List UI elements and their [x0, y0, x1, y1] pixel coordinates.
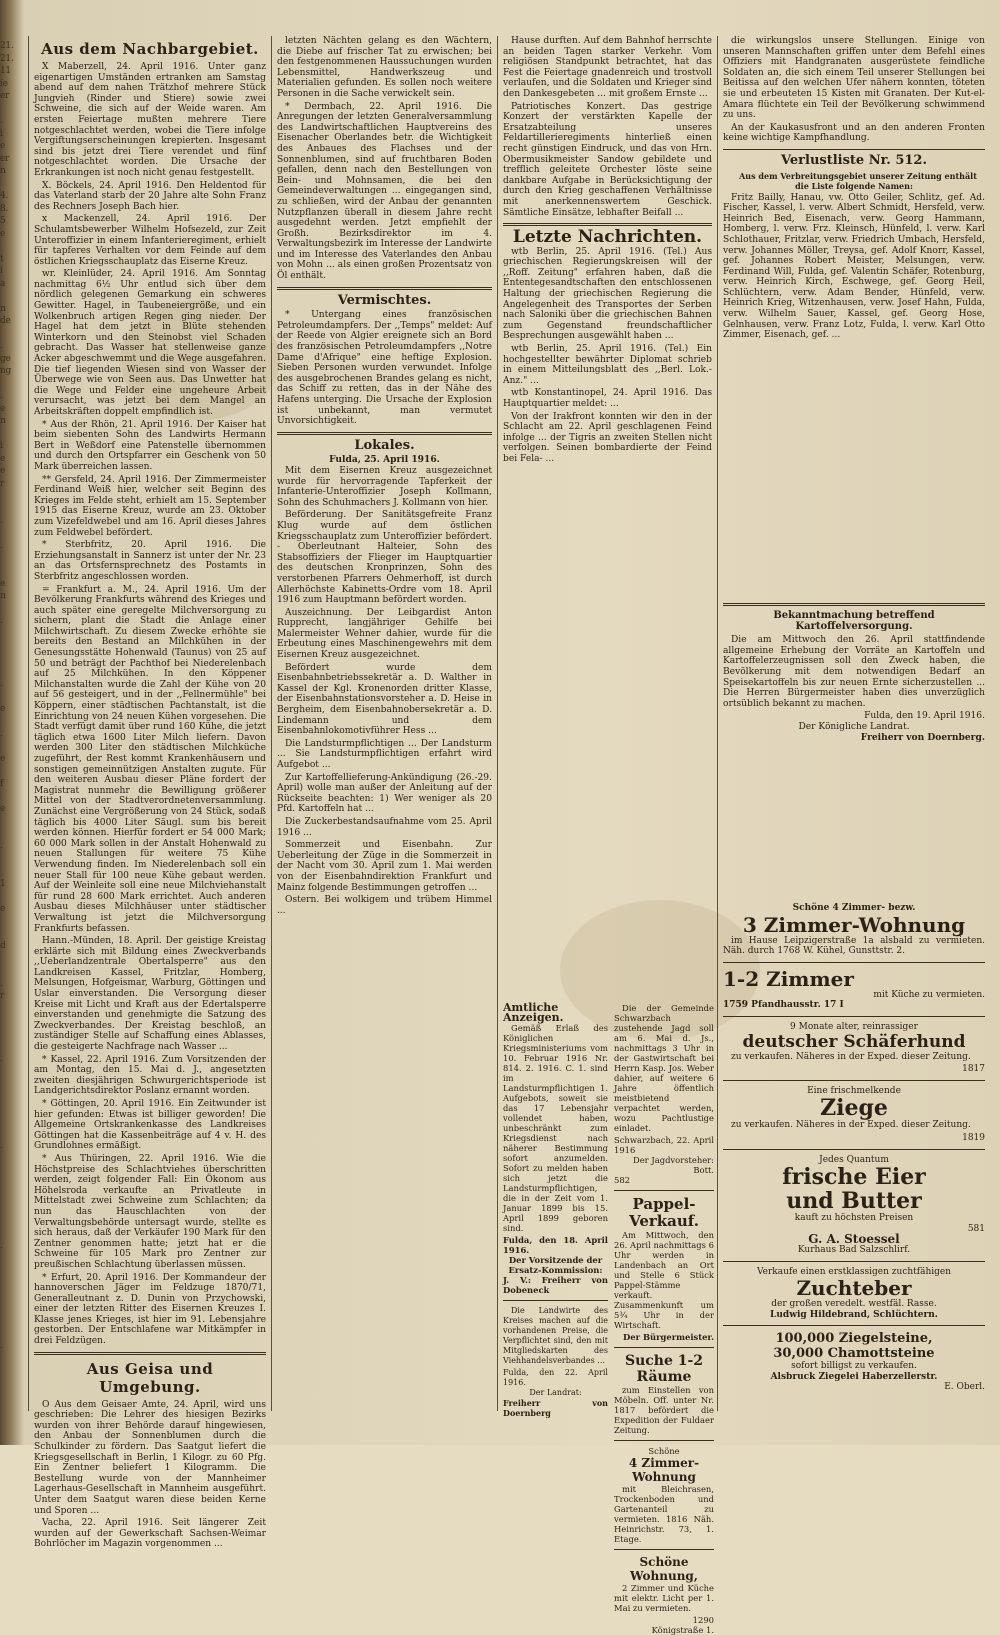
ad-zuchteber-title: Zuchteber	[796, 1276, 912, 1301]
edge-fragment: de	[0, 316, 11, 326]
edge-fragment: 5	[0, 216, 6, 226]
edge-fragment	[0, 1003, 22, 1016]
edge-fragment	[0, 865, 22, 878]
edge-fragment	[0, 1178, 22, 1191]
divider	[723, 1016, 985, 1017]
edge-fragment	[0, 965, 22, 978]
edge-fragment	[0, 1215, 22, 1228]
edge-fragment: e	[0, 466, 6, 476]
ad-schwarzbach-name: Bott.	[693, 1165, 714, 1175]
article-paragraph: letzten Nächten gelang es den Wächtern, die Diebe auf frischer Tat zu erwischen; bei den festgenommenen Haussuchungen wurden Lebensmittel, Handwerkszeug und Materialien gefunden. Es sollen noch weitere Personen in die Sache verwickelt sein.	[277, 36, 492, 99]
article-paragraph: X. Böckels, 24. April 1916. Den Heldentod für das Vaterland starb der 20 Jahre alte Sohn Franz des Rechners Joseph Bach hier.	[34, 180, 266, 212]
edge-fragment	[0, 765, 22, 778]
divider	[723, 962, 985, 963]
column-4-top	[723, 36, 985, 596]
edge-fragment: r	[0, 991, 5, 1001]
edge-fragment	[0, 1103, 22, 1116]
ad-schoene-wohnung-addr: Königstraße 1.	[651, 1625, 714, 1635]
ad-ziegel-name: Alsbruck Ziegelei Haberzellerstr.	[770, 1371, 938, 1382]
divider	[723, 149, 985, 150]
edge-fragment: .	[0, 541, 3, 551]
ad-pappel-title: Pappel-Verkauf.	[629, 1195, 699, 1230]
article-paragraph: X Maberzell, 24. April 1916. Unter ganz eigenartigen Umständen ertranken am Samstag abend auf dem nahen Trätzhof mehrere Stück Jungvieh (Rinder und Stiere) sowie zwei Schweine, die sich auf der Weide waren. Am ersten Feiertage mußten mehrere Tiere notgeschlachtet werden, wobei die Tiere infolge Vergiftungserscheinungen krepierten. Insgesamt sind bis jetzt drei Tiere verendet und fünf notgeschlachtet worden. Die Ursache der Erkrankungen ist noch nicht genau festgestellt.	[34, 62, 266, 178]
edge-fragment	[0, 328, 22, 341]
bekanntmachung-block	[723, 598, 985, 898]
edge-fragment: 4.	[0, 191, 8, 201]
edge-fragment	[0, 290, 22, 303]
divider	[723, 603, 985, 606]
edge-fragment: i	[0, 128, 3, 139]
edge-fragment	[0, 815, 22, 828]
vermischtes-articles	[277, 310, 492, 427]
divider	[723, 1080, 985, 1081]
ads-right	[723, 903, 985, 1408]
edge-fragment	[0, 1115, 22, 1128]
edge-fragment	[0, 1090, 22, 1103]
divider	[277, 432, 492, 435]
amtliche-small: Die Landwirte des Kreises machen auf die vorhandenen Preise, die Verpflichtet sind, den mit Mitgliedskarten des Viehhandelsverbandes ...	[503, 1306, 608, 1365]
edge-fragment	[0, 628, 22, 641]
ad-ziegel-text: sofort billigst zu verkaufen.	[791, 1361, 917, 1372]
divider	[503, 1300, 608, 1301]
column-rule	[497, 36, 498, 1411]
ad-zuchteber-pre: Verkaufe einen erstklassigen zuchtfähigen	[756, 1266, 952, 1277]
ad-schoene-wohnung-num: 1290	[692, 1615, 714, 1625]
heading-verlustliste: Verlustliste Nr. 512.	[781, 152, 927, 168]
edge-fragment	[0, 853, 22, 866]
verlust-intro: Aus dem Verbreitungsgebiet unserer Zeitung enthält die Liste folgende Namen:	[739, 170, 977, 191]
edge-fragment: e	[0, 903, 6, 914]
divider	[723, 1325, 985, 1326]
edge-fragment	[0, 1028, 22, 1041]
edge-fragment	[0, 1403, 22, 1416]
heading-vermischtes: Vermischtes.	[337, 292, 432, 308]
edge-fragment	[0, 565, 22, 578]
edge-fragment: e	[0, 228, 6, 239]
edge-fragment: .	[0, 516, 3, 526]
edge-fragment: .	[0, 678, 3, 689]
edge-fragment	[0, 1065, 22, 1078]
verlust-names: Fritz Bailly, Hanau, vw. Otto Geiler, Schlitz, gef. Ad. Fischer, Kassel, l. verw. Albert Schmidt, Hersfeld, verw. Heinrich Bed, Eisenach, verw. Georg Hammann, Homberg, l. verw. Frz. Kleinsch, Hünfeld, l. verw. Karl Schlothauer, Fritzlar, verw. Friedrich Umbach, Hersfeld, verw. Johannes Möller, Treysa, gef. Adolf Knorr, Kassel, gef. Johannes Robert Meister, Melsungen, verw. Ferdinand Will, Fulda, gef. Valentin Schäfer, Rotenburg, verw. Heinrich Kirch, Eschwege, gef. Georg Heil, Schlüchtern, verw. Adam Bender, Hünfeld, verw. Heinrich Krieg, Witzenhausen, verw. Josef Hahn, Fulda, verw. Wilhelm Sauer, Kassel, gef. Georg Hose, Gelnhausen, verw. Franz Lotz, Fulda, l. verw. Karl Otto Zimmer, Eisenach, gef. ...	[723, 192, 985, 341]
article-paragraph: * Untergang eines französischen Petroleumdampfers. Der ,,Temps" meldet: Auf der Reede von Algier ereignete sich an Bord des französischen Petroleumdampfers ,,Notre Dame d'Afrique" eine heftige Explosion. Sieben Personen wurden verwundet. Infolge des ausgebrochenen Brandes gelang es nicht, das Schiff zu retten, das in der Nähe des Hafens unterging. Die Ursache der Explosion ist unbekannt, man vermutet Unvorsichtigkeit.	[277, 310, 492, 427]
ad-schwarzbach-title: Der Jagdvorsteher:	[633, 1155, 714, 1165]
edge-fragment: .	[0, 728, 3, 739]
edge-fragment	[0, 640, 22, 653]
edge-fragment	[0, 1190, 22, 1203]
edge-fragment: n	[0, 303, 6, 314]
ad-raeume-text: zum Einstellen von Möbeln. Off. unter Nr. 1817 befördert die Expedition der Fuldaer Zeitung.	[614, 1385, 714, 1435]
ad-pappel-text: Am Mittwoch, den 26. April nachmittags 6 Uhr werden in Landenbach an Ort und Stelle 6 Stück Pappel-Stämme verkauft. Zusammenkunft um 5¾ Uhr in der Wirtschaft.	[614, 1230, 714, 1330]
edge-fragment: e	[0, 403, 6, 414]
edge-fragment: i	[0, 266, 3, 276]
ad-12zimmer-sub: mit Küche zu vermieten.	[873, 989, 985, 1000]
column-rule	[271, 36, 272, 1411]
edge-fragment	[0, 1203, 22, 1216]
column-rule	[717, 36, 718, 1411]
ad-hund-title: deutscher Schäferhund	[742, 1031, 966, 1052]
edge-fragment	[0, 690, 22, 703]
edge-fragment	[0, 503, 22, 516]
ad-eier-num: 581	[967, 1223, 985, 1234]
divider	[277, 287, 492, 290]
heading-geisa: Aus Geisa und Umgebung.	[86, 1359, 214, 1396]
edge-fragment	[0, 1128, 22, 1141]
amtliche-sign-title: Der Vorsitzende der Ersatz-Kommission:	[508, 1255, 603, 1275]
edge-fragment	[0, 653, 22, 666]
divider	[723, 1261, 985, 1262]
ad-eier-pre: Jedes Quantum	[819, 1154, 889, 1165]
ad-hund-pre: 9 Monate alter, reinrassiger	[790, 1021, 918, 1032]
edge-fragment	[0, 1290, 22, 1303]
edge-fragment: e	[0, 453, 6, 464]
article-paragraph: Sommerzeit und Eisenbahn. Zur Ueberleitung der Züge in die Sommerzeit in der Nacht vom 30. April zum 1. Mai werden von der Eisenbahndirektion Frankfurt und Mainz folgende Bestimmungen getroffen ...	[277, 840, 492, 893]
ad-3zimmer-pre: Schöne 4 Zimmer- bezw.	[792, 903, 916, 913]
ad-ziege-pre: Eine frischmelkende	[807, 1085, 901, 1096]
edge-fragment: f	[0, 778, 4, 789]
edge-fragment: ng	[0, 366, 11, 376]
article-paragraph: Von der Irakfront konnten wir den in der Schlacht am 22. April geschlagenen Feind infolge ... der Tigris an zweiten Stellen nicht verfolgen. Seinen bombardierte der Feind bei Fela- ...	[503, 411, 712, 464]
edge-fragment	[0, 1015, 22, 1028]
article-paragraph: Beförderung. Der Sanitätsgefreite Franz Klug wurde auf dem östlichen Kriegsschauplatz zum Unteroffizier befördert. - Oberleutnant Halteier, Sohn des Stabsoffiziers der Flieger im Hauptquartier des deutschen Kronprinzen, Sohn des verstorbenen Pfarrers Oehmerhoff, ist durch Allerhöchste Kabinetts-Ordre vom 18. April 1916 zum Hauptmann befördert worden.	[277, 510, 492, 606]
edge-fragment	[0, 1303, 22, 1316]
edge-fragment	[0, 1228, 22, 1241]
ad-raeume-title: Suche 1-2 Räume	[624, 1353, 704, 1385]
letzte-nachrichten-articles	[503, 247, 712, 465]
edge-fragment	[0, 953, 22, 966]
edge-fragment: er	[0, 153, 10, 164]
ad-zuchteber-text: der großen veredelt. westfäl. Rasse.	[771, 1299, 937, 1310]
divider	[614, 1347, 714, 1348]
edge-fragment	[0, 1365, 22, 1378]
bekanntmachung-name: Freiherr von Doernberg.	[860, 731, 985, 743]
ad-ziegel-sign: E. Oberl.	[944, 1382, 985, 1393]
edge-fragment: .	[0, 391, 3, 401]
article-paragraph: Patriotisches Konzert. Das gestrige Konzert der verstärkten Kapelle der Ersatzabteilung unseres Feldartillerieregiments hinterließ einen recht günstigen Eindruck, und das von Hrn. Obermusikmeister Sandow gebildete und trefflich geleitete Orchester löste seine dankbare Aufgabe in Berücksichtigung der durch den Krieg geschaffenen Verhältnisse mit anerkennenswertem Geschick. Sämtliche Einsätze, lebhafter Beifall ...	[503, 101, 712, 218]
ad-ziegel-title: 100,000 Ziegelsteine,	[775, 1331, 933, 1347]
article-paragraph: * Dermbach, 22. April 1916. Die Anregungen der letzten Generalversammlung des Landwirtschaftlichen Hauptvereins des Eisenacher Oberlandes betr. die Wichtigkeit des Anbaues des Flachses und der Sonnenblumen, sind auf fruchtbaren Boden gefallen, denn nach den Bestellungen von Bein- und Mohnsamen, die bei den Gemeindeverwaltungen ... eingegangen sind, zu schließen, wird der Anbau der genannten Nutzpflanzen überall in diesem Jahre recht ausgedehnt werden. Jetzt empfiehlt der Großh. Bezirksdirektor im 4. Verwaltungsbezirk im Interesse der Landwirte und im Interesse des Vaterlandes den Anbau von Mohn ... als einen großen Prozentsatz von Öl enthält.	[277, 101, 492, 282]
heading-bekanntmachung: Bekanntmachung betreffend Kartoffelversorgung.	[773, 610, 935, 632]
article-paragraph: Die Zuckerbestandsaufnahme vom 25. April 1916 ...	[277, 816, 492, 838]
edge-fragment: t	[0, 253, 4, 264]
edge-fragment	[0, 553, 22, 566]
article-paragraph: Hause durften. Auf dem Bahnhof herrschte an beiden Tagen starker Verkehr. Vom religiösen Standpunkt betrachtet, hat das Fest die Feiertage gnadenreich und trostvoll verlaufen, und die Soldaten und Krieger sind den Dankesgebeten ... mit großem Ernste ...	[503, 36, 712, 99]
article-paragraph: x Mackenzell, 24. April 1916. Der Schulamtsbewerber Wilhelm Hofsezeld, zur Zeit Unteroffizier in einem Infanterieregiment, erhielt für tapferes Verhalten vor dem Feinde auf dem östlichen Kriegsschauplatz das Eiserne Kreuz.	[34, 214, 266, 267]
edge-fragment	[0, 1378, 22, 1391]
lokales-articles	[277, 466, 492, 916]
article-paragraph: * Kassel, 22. April 1916. Zum Vorsitzenden der am Montag, den 15. Mai d. J., angesetzten zweiten diesjährigen Schwurgerichtsperiode ist Landgerichtsdirektor Poslanz ernannt worden.	[34, 1054, 266, 1097]
ad-hund-num: 1817	[962, 1064, 985, 1075]
ad-ziege-title: Ziege	[820, 1095, 888, 1122]
edge-fragment: i	[0, 441, 3, 451]
edge-fragment	[0, 1153, 22, 1166]
lokales-dateline: Fulda, 25. April 1916.	[329, 454, 440, 466]
ad-4zimmer-text: mit Bleichrasen, Trockenboden und Gartenanteil zu vermieten. 1816 Näh. Heinrichstr. 73, 1. Etage.	[614, 1484, 714, 1544]
edge-fragment: e	[0, 703, 6, 714]
edge-fragment	[0, 528, 22, 541]
ad-12zimmer-addr: 1759 Pfandhausstr. 17 I	[723, 1000, 844, 1011]
edge-fragment	[0, 665, 22, 678]
edge-fragment: ge	[0, 353, 11, 364]
edge-fragment	[0, 240, 22, 253]
edge-fragment	[0, 715, 22, 728]
edge-fragment	[0, 1040, 22, 1053]
col1-geisa-articles	[34, 1400, 266, 1550]
article-paragraph: wtb Konstantinopel, 24. April 1916. Das Hauptquartier meldet: ...	[503, 388, 712, 409]
edge-fragment: .	[0, 616, 3, 626]
ad-ziege-text: zu verkaufen. Näheres in der Exped. dieser Zeitung.	[731, 1120, 971, 1131]
article-paragraph: ** Gersfeld, 24. April 1916. Der Zimmermeister Ferdinand Weiß hier, welcher seit Beginn des Krieges im Felde steht, erhielt am 15. September 1915 das Eiserne Kreuz, wurde am 23. Oktober zum Vizefeldwebel und am 16. April dieses Jahres zum Feldwebel befördert.	[34, 474, 266, 538]
ad-zuchteber-name: Ludwig Hildebrand, Schlüchtern.	[770, 1309, 938, 1320]
bekanntmachung-text: Die am Mittwoch den 26. April stattfindende allgemeine Erhebung der Vorräte an Kartoffeln und Kartoffelerzeugnissen soll den Zweck haben, die Bevölkerung mit dem notwendigen Bedarf an Speisekartoffeln bis zur neuen Ernte sicherzustellen ... Die Herren Bürgermeister haben dies unverzüglich ortsüblich bekannt zu machen.	[723, 635, 985, 709]
edge-fragment: .	[0, 1341, 3, 1351]
article-paragraph: wtb Berlin, 25. April 1916. (Tel.) Aus griechischen Regierungskreisen will der ,,Roff. Zeitung" erfahren haben, daß die Ententegesandtschaften den entschlossenen Haltung der griechischen Regierung die Angelegenheit des Transportes der Serben nach Saloniki über die griechischen Bahnen zum Gegenstand freundschaftlicher Besprechungen ausgewählt haben ...	[503, 246, 712, 342]
edge-fragment: a	[0, 278, 6, 289]
article-paragraph: Befördert wurde dem Eisenbahnbetriebssekretär a. D. Walther in Kassel der Kgl. Kronenorden dritter Klasse, der Eisenbahnstationsvorsteher a. D. Heise in Bergheim, dem Eisenbahnobersekretär a. D. Lindemann und dem Eisenbahnlokomotivführer Hess ...	[277, 662, 492, 737]
col3-articles	[503, 36, 712, 218]
ad-pappel-sign: Der Bürgermeister.	[623, 1332, 714, 1342]
edge-fragment	[0, 1328, 22, 1341]
edge-fragment	[0, 178, 22, 191]
edge-fragment: e	[0, 753, 6, 764]
edge-fragment: e	[0, 578, 6, 589]
article-paragraph: Vacha, 22. April 1916. Seit längerer Zeit wurden auf der Gewerkschaft Sachsen-Weimar Bohrlöcher im Magazin vorgenommen ...	[34, 1518, 266, 1550]
edge-fragment: 1	[0, 878, 6, 889]
edge-fragment: .	[0, 116, 3, 126]
heading-letzte-nachrichten: Letzte Nachrichten.	[512, 227, 703, 248]
article-paragraph: Die Landsturmpflichtigen ... Der Landsturm ... Sie Landsturmpflichtigen erfahrt wird Aufgebot ...	[277, 738, 492, 770]
article-paragraph: An der Kaukasusfront und an den anderen Fronten keine wichtige Kampfhandlung.	[723, 122, 985, 144]
ad-12zimmer-title: 1-2 Zimmer	[723, 966, 854, 991]
edge-fragment: e	[0, 803, 6, 814]
ads-middle	[614, 1003, 714, 1635]
amtliche-small-name: Freiherr von Doernberg	[503, 1398, 608, 1418]
divider	[503, 223, 712, 226]
edge-fragment	[0, 928, 22, 941]
article-paragraph: Ostern. Bei wolkigem und trübem Himmel ...	[277, 895, 492, 916]
article-paragraph: wtb Berlin, 25. April 1916. (Tel.) Ein hochgestellter bewährter Diplomat schrieb in einem Mitteilungsblatt des ,,Berl. Lok.-Anz." ...	[503, 344, 712, 386]
column-3-top	[503, 36, 712, 596]
ad-schwarzbach-num: 582	[614, 1175, 630, 1185]
edge-fragment: n	[0, 416, 6, 426]
edge-fragment	[0, 790, 22, 803]
edge-fragment: .	[0, 1141, 3, 1151]
edge-fragment	[0, 740, 22, 753]
article-paragraph: * Sterbfritz, 20. April 1916. Die Erziehungsanstalt in Sannerz ist unter der Nr. 23 an das Ortsfernsprechnetz des Postamts in Sterbfritz angeschlossen worden.	[34, 540, 266, 582]
col4-articles	[723, 36, 985, 144]
ad-eier-addr: Kurhaus Bad Salzschlirf.	[797, 1244, 911, 1255]
col1-articles	[34, 62, 266, 1347]
heading-nachbargebiet: Aus dem Nachbargebiet.	[41, 40, 259, 58]
divider	[614, 1440, 714, 1441]
edge-fragment: .	[0, 841, 3, 851]
article-paragraph: O Aus dem Geisaer Amte, 24. April, wird uns geschrieben: Die Lehrer des hiesigen Bezirks wurden von ihrer Behörde darauf hingewiesen, den Anbau der Sonnenblumen durch die Schulkinder zu fördern. Das Saatgut liefert die Kriegsgesellschaft in Berlin, 1 Kilogr. zu 60 Pfg. Ein Zentner beliefert 1 Kilogramm. Die Bestellung wurde von der Mannheimer Lagerhaus-Gesellschaft in Mannheim ausgeführt. Unter dem Saatgut waren diese beiden Kerne und Sporen ...	[34, 1399, 266, 1516]
ad-eier-text: kauft zu höchsten Preisen	[794, 1213, 914, 1224]
edge-fragment: 21.	[0, 53, 14, 64]
ad-schwarzbach-sign: Schwarzbach, 22. April 1916	[614, 1135, 714, 1155]
edge-fragment	[0, 1265, 22, 1278]
edge-fragment	[0, 103, 22, 116]
edge-fragment: er	[0, 91, 10, 101]
article-paragraph: * Aus der Rhön, 21. April 1916. Der Kaiser hat beim siebenten Sohn des Landwirts Hermann Bert in Weßdorf eine Patenstelle übernommen und durch den Ortspfarrer ein Geschenk von 50 Mark überreichen lassen.	[34, 419, 266, 472]
edge-fragment: e	[0, 141, 6, 151]
column-rule	[28, 36, 29, 1411]
amtliche-anzeigen	[503, 1001, 608, 1418]
article-paragraph: * Erfurt, 20. April 1916. Der Kommandeur der hannoverschen Jäger im Feldzuge 1870/71, Generalleutnant z. D. Dunin von Przychowski, einer der letzten Ritter des Eisernen Kreuzes I. Klasse jenes Krieges, ist hier im 91. Lebensjahre gestorben. Der Entschlafene war Mitkämpfer in drei Feldzügen.	[34, 1272, 266, 1347]
edge-fragment	[0, 1253, 22, 1266]
column-1	[34, 36, 266, 1550]
edge-fragment: .	[0, 341, 3, 351]
ad-schwarzbach-text: Die der Gemeinde Schwarzbach zustehende Jagd soll am 6. Mai d. Js., nachmittags 3 Uhr in der Gastwirtschaft bei Herrn Kasp. Jos. Weber dahier, auf weitere 6 Jahre öffentlich meistbietend verpachtet werden, wozu Pachtlustige einladet.	[614, 1003, 714, 1133]
edge-fragment: d	[0, 941, 6, 951]
divider	[614, 1549, 714, 1550]
ad-4zimmer-title: 4 Zimmer-Wohnung	[628, 1456, 700, 1484]
edge-fragment	[0, 428, 22, 441]
divider	[614, 1190, 714, 1191]
article-paragraph: Zur Kartoffellieferung-Ankündigung (26.-29. April) wolle man außer der Anleitung auf der Rückseite beachten: 1) Wer weniger als 20 Pfd. Kartoffeln hat ...	[277, 772, 492, 815]
edge-fragment	[0, 1278, 22, 1291]
edge-fragment	[0, 1078, 22, 1091]
edge-fragment: .	[0, 1053, 3, 1064]
article-paragraph: Mit dem Eisernen Kreuz ausgezeichnet wurde für hervorragende Tapferkeit der Infanterie-Unteroffizier Joseph Kollmann, Sohn des Schuhmachers J. Kollmann von hier.	[277, 465, 492, 508]
ad-eier-title1: frische Eier	[782, 1164, 926, 1191]
amtliche-title: Amtliche Anzeigen.	[503, 1001, 564, 1024]
col2-articles	[277, 36, 492, 282]
edge-fragment	[0, 1415, 22, 1428]
edge-fragment: n	[0, 166, 6, 176]
edge-fragment	[0, 828, 22, 841]
heading-lokales: Lokales.	[354, 437, 415, 453]
edge-fragment	[0, 603, 22, 616]
ad-ziege-num: 1819	[962, 1132, 985, 1143]
amtliche-small-place: Fulda, den 22. April 1916.	[503, 1368, 608, 1387]
article-paragraph: wr. Kleinlüder, 24. April 1916. Am Sonntag nachmittag 6½ Uhr entlud sich über dem nördlich gelegenen Gemarkung ein schweres Gewitter. Hagel, in Taubeneiergröße, und ein Wolkenbruch artigen Regen ging nieder. Der Hagel hat dem jetzt in Blüte stehenden Winterkorn und den Steinobst viel Schaden gebracht. Das Wasser hat stellenweise ganze Acker abgeschwemmt und die Wege ausgefahren. Die tief liegenden Wiesen sind von Wasser der Überwege wie von Seen aus. Das Unwetter hat die Wege und Felder eine ungeheure Arbeit verursacht, was jetzt bei dem Mangel an Arbeitskräften doppelt empfindlich ist.	[34, 269, 266, 417]
edge-fragment	[0, 378, 22, 391]
ad-eier-name: G. A. Stoessel	[808, 1232, 900, 1247]
divider	[34, 1352, 266, 1355]
amtliche-place: Fulda, den 18. April 1916.	[503, 1235, 608, 1255]
article-paragraph: die wirkungslos unsere Stellungen. Einige von unseren Mannschaften griffen unter dem Befehl eines Offiziers mit Handgranaten ausgerüstete feindliche Soldaten an, die sich einem Teil unserer Stellungen bei Beitissa auf den welchen Ufer nähern konnten, töteten sie und erbeuteten 15 Kisten mit Granaten. Der Kut-el-Amara flüchtete ein Teil der Bevölkerung schwimmend zu uns.	[723, 36, 985, 121]
ad-3zimmer-text: im Hause Leipzigerstraße 1a alsbald zu vermieten. Näh. durch 1768 W. Kühel, Gunsttstr. 2.	[723, 935, 985, 957]
ad-3zimmer-title: 3 Zimmer-Wohnung	[742, 912, 966, 937]
edge-fragment	[0, 1315, 22, 1328]
article-paragraph: Hann.-Münden, 18. April. Der geistige Kreistag erklärte sich mit Bildung eines Zweckverbands ,,Ueberlandzentrale Obertalsperre" aus den Landkreisen Kassel, Fritzlar, Homberg, Melsungen, Hofgeismar, Warburg, Göttingen und Uslar einverstanden. Die Versorgung dieser Kreise mit Licht und Kraft aus der Edertalsperre einverstanden und genehmigte die Satzung des Zweckverbandes. Der Kreistag beschloß, an zuständiger Stelle auf Schaffung eines Ablasses, die gesteigerte Nachfrage nach Wasser ...	[34, 936, 266, 1053]
edge-fragment: 11	[0, 66, 11, 76]
ad-schoene-wohnung-title: Schöne Wohnung,	[630, 1555, 698, 1583]
edge-fragment	[0, 890, 22, 903]
bekanntmachung-title: Der Königliche Landrat.	[798, 721, 910, 732]
edge-fragment	[0, 490, 22, 503]
edge-fragment: .	[0, 978, 3, 989]
article-paragraph: * Göttingen, 20. April 1916. Ein Zeitwunder ist hier gefunden: Etwas ist billiger geworden! Die Allgemeine Ortskrankenkasse des Landkreises Göttingen hat die Kassenbeiträge auf 4 v. H. des Grundlohnes ermäßigt.	[34, 1099, 266, 1152]
edge-fragment: .	[0, 1241, 3, 1251]
article-paragraph: = Frankfurt a. M., 24. April 1916. Um der Bevölkerung Frankfurts während des Krieges und auch später eine geregelte Milchversorgung zu sichern, plant die Stadt die Anlage einer Milchwirtschaft. Zu diesem Zwecke erhöhte sie bereits den Bestand an Milchkühen in der Genesungsstätte Hohenwald (Taunus) von 25 auf 50 und beträgt der Pachthof bei Niederelenbach auf 25 Milchkühen. In den Köppener Milchanstalten wurde die Zahl der Kühe von 20 auf 56 gesteigert, und in der ,,Fellnermühle" bei Köppern, einer städtischen Pachtanstalt, ist die Einrichtung von 24 neuen Kühen vorgesehen. Die Stadt verfügt damit über rund 160 Kühe, die jetzt täglich etwa 1600 Liter Milch liefern. Davon werden 300 Liter den städtischen Milchküche zugeführt, der Rest kommt Krankenhäusern und sonstigen gemeinnützigen Anstalten zugute. Für den weiteren Ausbau dieser Pläne fordert der Magistrat nunmehr die Bewilligung größerer Mittel von der Stadtverordnetenversammlung. Zunächst eine Vergrößerung von 24 Stück, sodaß täglich bis 4000 Liter Säugl. sum bis bereit werden können. Hierfür fordert er 54 000 Mark; 60 000 Mark sollen in der Anstalt Hohenwald zu neuen Stallungen für weitere 75 Kühe Verwendung finden. Im Niederelenbach soll ein neuer Stall für 100 neue Kühe gebaut werden. Auf der Weinleite soll eine neue Milchviehanstalt für rund 28 600 Mark errichtet. Auch anderen Ausbau dieses Milchhäuser unter städtischer Verwaltung ist jetzt die Milchversorgung Frankfurts befassen.	[34, 584, 266, 934]
edge-fragment: ie	[0, 78, 8, 89]
edge-fragment	[0, 1353, 22, 1366]
edge-fragment: r	[0, 478, 5, 489]
edge-fragment: n	[0, 591, 6, 601]
divider	[723, 1149, 985, 1150]
bekanntmachung-place: Fulda, den 19. April 1916.	[864, 711, 985, 722]
article-paragraph: * Aus Thüringen, 22. April 1916. Wie die Höchstpreise des Schlachtviehes überschritten werden, zeigt folgender Fall: Ein Ökonom aus Höhelsroda verkaufte an Privatleute in Mittelstadt zwei Schweine zum Schlachten; da nun das Hauschlachten von der Verwaltungsbehörde untersagt wurde, stellte es sich heraus, daß der Verkäufer 190 Mark für den Zentner genommen hatte; jetzt hat er die Schweine für 105 Mark pro Zentner zur preußischen Schlachtung überlassen müssen.	[34, 1153, 266, 1270]
article-paragraph: Auszeichnung. Der Leibgardist Anton Rupprecht, langjähriger Gehilfe bei Malermeister Wehner dahier, wurde für die Erbeutung eines Maschinengewehrs mit dem Eisernen Kreuz ausgezeichnet.	[277, 607, 492, 661]
ad-eier-title2: und Butter	[786, 1188, 922, 1215]
amtliche-sign-name: J. V.: Freiherr von Dobeneck	[503, 1275, 608, 1295]
edge-fragment	[0, 915, 22, 928]
edge-fragment: 21.	[0, 41, 14, 51]
left-edge-column	[0, 40, 22, 1400]
edge-fragment	[0, 1390, 22, 1403]
ad-hund-text: zu verkaufen. Näheres in der Exped. dieser Zeitung.	[731, 1051, 971, 1062]
ad-schoene-wohnung-text: 2 Zimmer und Küche mit elektr. Licht per 1. Mai zu vermieten.	[614, 1583, 714, 1613]
edge-fragment: 8.	[0, 203, 8, 214]
ad-ziegel-title2: 30,000 Chamottsteine	[773, 1346, 935, 1362]
amtliche-small-title: Der Landrat:	[529, 1388, 582, 1397]
edge-fragment	[0, 1165, 22, 1178]
ad-4zimmer-pre: Schöne	[648, 1446, 680, 1456]
column-2	[277, 36, 492, 1411]
amtliche-text: Gemäß Erlaß des Königlichen Kriegsministeriums vom 10. Februar 1916 Nr. 814. 2. 1916. C. 1. sind im Landsturmpflichtigen 1. Aufgebots, soweit sie das 17 Lebensjahr vollendet haben, unbeschränkt zum Kriegsdienst nach näherer Bestimmung sofort anzumelden. Sofort zu melden haben sich jetzt die Landsturmpflichtigen, die in der Zeit vom 1. Januar 1899 bis 15. April 1899 geboren sind.	[503, 1023, 608, 1233]
